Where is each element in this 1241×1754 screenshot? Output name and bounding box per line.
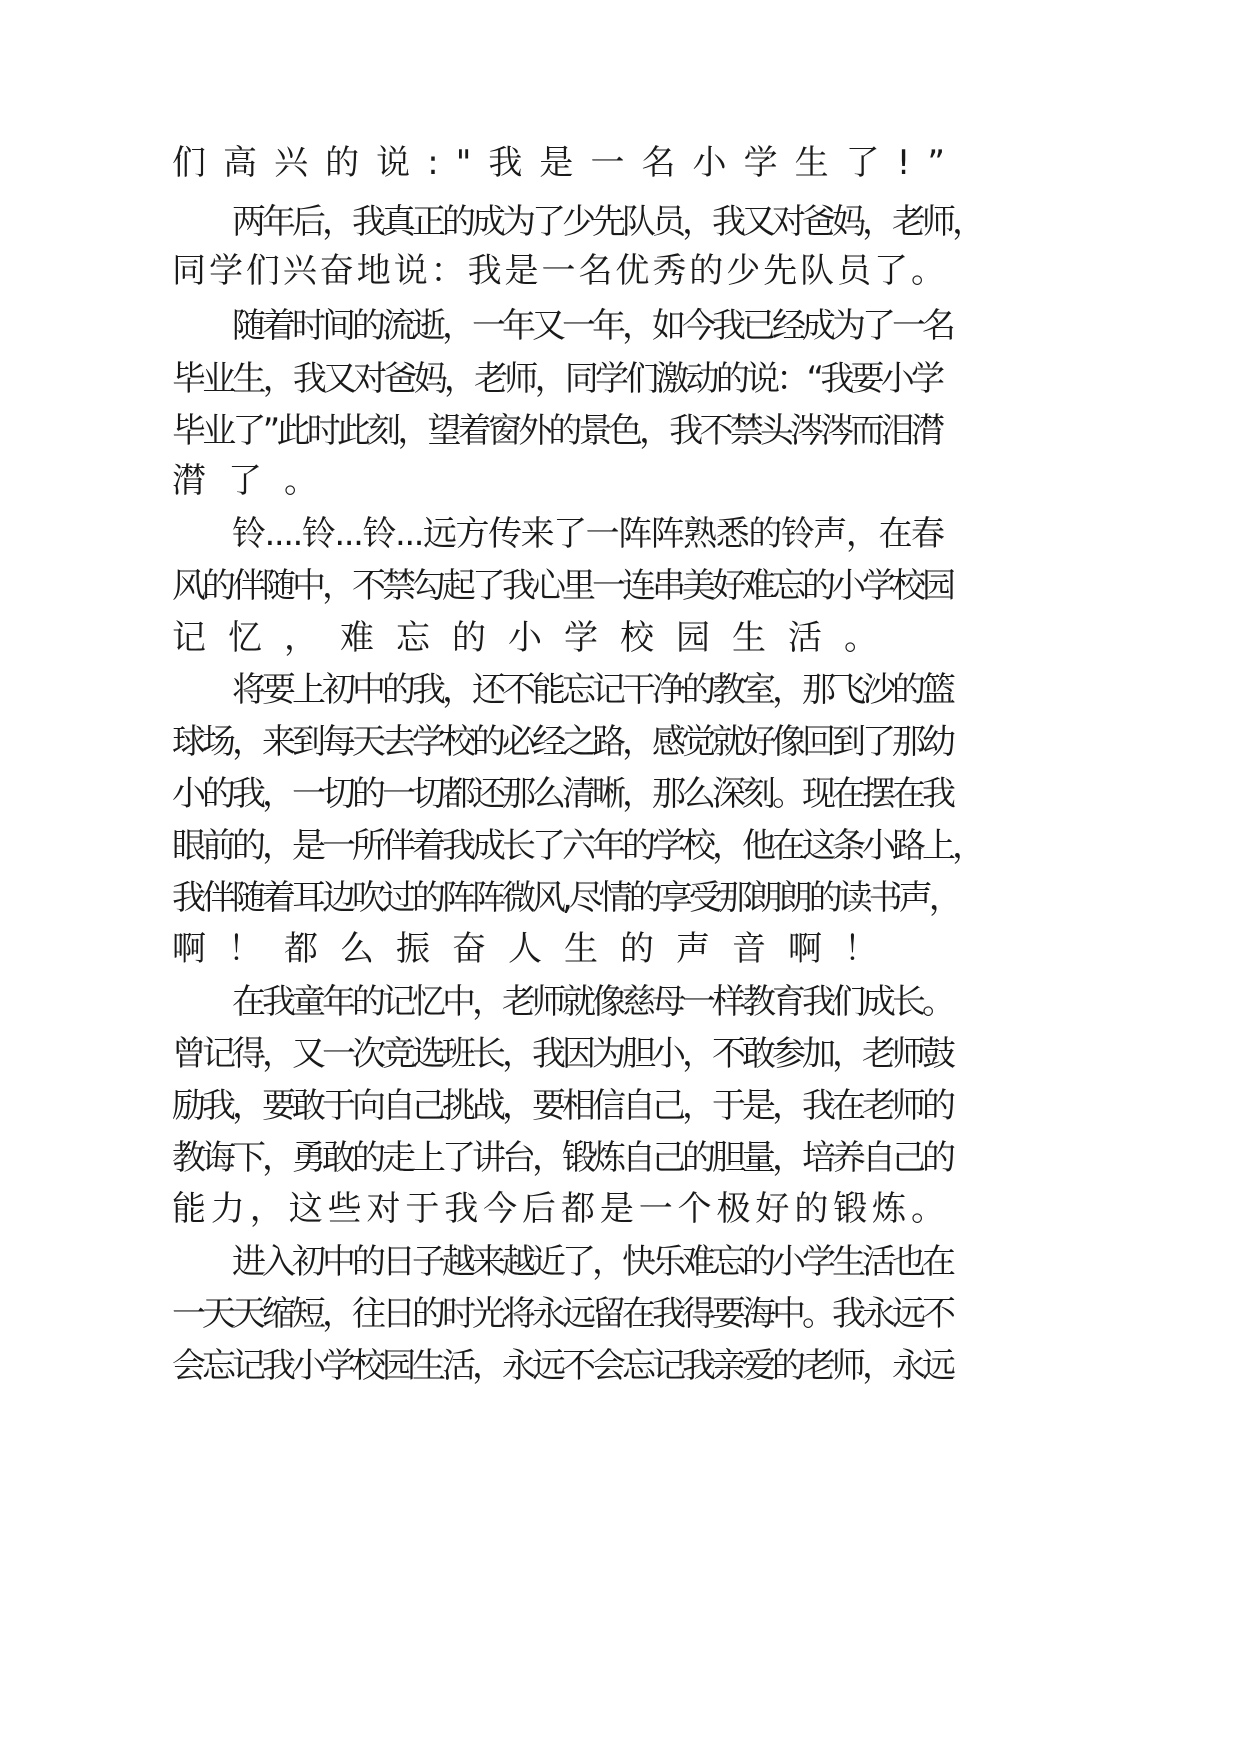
text-line-content: 球场，来到每天去学校的必经之路，感觉就好像回到了那幼	[172, 722, 952, 762]
text-line	[0, 353, 1241, 405]
text-line	[0, 300, 1241, 352]
text-line	[0, 872, 1241, 924]
text-line-content: 教诲下，勇敢的走上了讲台，锻炼自己的胆量，培养自己的	[172, 1138, 952, 1178]
text-line	[0, 1288, 1241, 1340]
text-line-content: 小的我，一切的一切都还那么清晰，那么深刻。现在摆在我	[172, 774, 952, 814]
text-line	[0, 405, 1241, 457]
text-line-content: 潸了。	[172, 461, 340, 501]
text-line	[0, 664, 1241, 716]
text-line	[0, 196, 1241, 248]
text-line-content: 毕业了”此时此刻，望着窗外的景色，我不禁头涔涔而泪潸	[172, 411, 942, 451]
text-line	[0, 508, 1241, 560]
text-line	[0, 1080, 1241, 1132]
text-line-content: 我伴随着耳边吹过的阵阵微风,尽情的享受那朗朗的读书声，	[172, 878, 959, 918]
text-line	[0, 1132, 1241, 1184]
text-line	[0, 1340, 1241, 1392]
text-line-content: 同学们兴奋地说：我是一名优秀的少先队员了。	[172, 251, 948, 291]
text-line-content: 在我童年的记忆中，老师就像慈母一样教育我们成长。	[232, 982, 952, 1022]
text-line-content: 们高兴的说:"我是一名小学生了!”	[172, 143, 963, 183]
text-line	[0, 976, 1241, 1028]
text-line-content: 眼前的，是一所伴着我成长了六年的学校，他在这条小路上，	[172, 826, 982, 866]
text-line-content: 随着时间的流逝，一年又一年，如今我已经成为了一名	[232, 306, 952, 346]
text-line	[0, 768, 1241, 820]
text-line	[0, 716, 1241, 768]
text-line-content: 进入初中的日子越来越近了，快乐难忘的小学生活也在	[232, 1242, 952, 1282]
text-line	[0, 137, 1241, 189]
text-line-content: 毕业生，我又对爸妈，老师，同学们激动的说：“我要小学	[172, 359, 942, 399]
text-line-content: 记忆，难忘的小学校园生活。	[172, 618, 900, 658]
text-line	[0, 1236, 1241, 1288]
text-line	[0, 1183, 1241, 1235]
text-line-content: 励我，要敢于向自己挑战，要相信自己，于是，我在老师的	[172, 1086, 952, 1126]
text-line-content: 铃....铃...铃...远方传来了一阵阵熟悉的铃声，在春	[232, 514, 944, 554]
text-line-content: 会忘记我小学校园生活，永远不会忘记我亲爱的老师，永远	[172, 1346, 952, 1386]
text-line-content: 将要上初中的我，还不能忘记干净的教室，那飞沙的篮	[232, 670, 952, 710]
text-line-content: 风的伴随中，不禁勾起了我心里一连串美好难忘的小学校园	[172, 566, 952, 606]
text-line	[0, 560, 1241, 612]
text-line	[0, 923, 1241, 975]
text-line	[0, 245, 1241, 297]
text-line	[0, 612, 1241, 664]
text-line-content: 曾记得，又一次竞选班长，我因为胆小，不敢参加，老师鼓	[172, 1034, 952, 1074]
text-line	[0, 820, 1241, 872]
text-line	[0, 1028, 1241, 1080]
text-line-content: 能力，这些对于我今后都是一个极好的锻炼。	[172, 1189, 950, 1229]
text-line-content: 两年后，我真正的成为了少先队员，我又对爸妈，老师，	[232, 202, 982, 242]
text-line-content: 啊！都么振奋人生的声音啊！	[172, 929, 900, 969]
text-line-content: 一天天缩短，往日的时光将永远留在我得要海中。我永远不	[172, 1294, 952, 1334]
text-line	[0, 455, 1241, 507]
